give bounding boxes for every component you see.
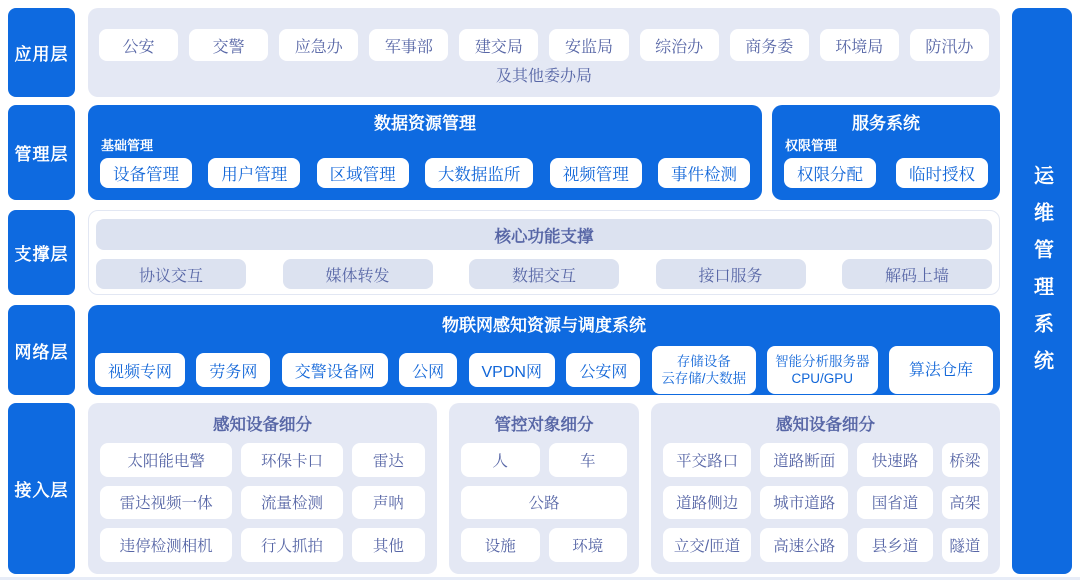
sensor-device-right-grid	[663, 443, 988, 562]
storage-line2: 云存储/大数据	[661, 371, 747, 386]
button-police-network[interactable]: 公安网	[566, 353, 640, 387]
control-object-panel	[449, 403, 639, 574]
button-illegal-parking-camera[interactable]: 违停检测相机	[100, 528, 232, 562]
button-other-devices[interactable]: 其他	[352, 528, 425, 562]
data-resource-buttons-row	[100, 158, 750, 188]
service-system-panel	[772, 105, 1000, 200]
button-radar-video-combo[interactable]: 雷达视频一体	[100, 486, 232, 520]
button-public-network[interactable]: 公网	[399, 353, 457, 387]
button-env-checkpoint[interactable]: 环保卡口	[241, 443, 343, 477]
button-temp-authorization[interactable]: 临时授权	[896, 158, 988, 188]
button-flow-detection[interactable]: 流量检测	[241, 486, 343, 520]
button-pedestrian-capture[interactable]: 行人抓拍	[241, 528, 343, 562]
button-roadside[interactable]: 道路侧边	[663, 486, 751, 520]
button-vehicle[interactable]: 车	[549, 443, 628, 477]
basic-management-subtitle: 基础管理	[101, 138, 154, 153]
button-decode-to-wall[interactable]: 解码上墙	[842, 259, 992, 289]
network-buttons-row	[95, 345, 993, 395]
iot-dispatch-title: 物联网感知资源与调度系统	[442, 316, 646, 335]
storage-line1: 存储设备	[676, 354, 731, 369]
button-sonar[interactable]: 声呐	[352, 486, 425, 520]
layer-label-support: 支撑层	[8, 210, 75, 295]
layer-label-network: 网络层	[8, 305, 75, 395]
button-interface-service[interactable]: 接口服务	[656, 259, 806, 289]
sensor-device-panel-left	[88, 403, 437, 574]
access-layer-row	[8, 403, 1000, 574]
app-button-huanjingju[interactable]: 环境局	[820, 29, 899, 61]
button-bigdata-station[interactable]: 大数据监所	[425, 158, 534, 188]
button-elevated-road[interactable]: 高架	[942, 486, 988, 520]
button-county-township-road[interactable]: 县乡道	[857, 528, 933, 562]
button-bridge[interactable]: 桥梁	[942, 443, 988, 477]
layer-label-access: 接入层	[8, 403, 75, 574]
control-object-title: 管控对象细分	[494, 416, 594, 434]
ops-management-sidebar[interactable]	[1012, 8, 1072, 574]
button-national-provincial-road[interactable]: 国省道	[857, 486, 933, 520]
button-urban-road[interactable]: 城市道路	[760, 486, 848, 520]
app-button-shangwuwei[interactable]: 商务委	[730, 29, 809, 61]
button-storage-cloud-bigdata[interactable]	[652, 346, 756, 394]
button-region-management[interactable]: 区域管理	[317, 158, 409, 188]
control-object-grid	[461, 443, 627, 562]
button-interchange-ramp[interactable]: 立交/匝道	[663, 528, 751, 562]
ai-server-line2: CPU/GPU	[791, 371, 854, 386]
button-expressway[interactable]: 快速路	[857, 443, 933, 477]
button-road-section[interactable]: 道路断面	[760, 443, 848, 477]
app-footer-text: 及其他委办局	[495, 68, 592, 85]
button-permission-assign[interactable]: 权限分配	[784, 158, 876, 188]
button-radar[interactable]: 雷达	[352, 443, 425, 477]
support-layer-row	[8, 210, 1000, 295]
button-video-private-network[interactable]: 视频专网	[95, 353, 185, 387]
app-button-anjianju[interactable]: 安监局	[549, 29, 628, 61]
layer-label-management: 管理层	[8, 105, 75, 200]
ai-server-line1: 智能分析服务器	[775, 354, 870, 369]
button-video-management[interactable]: 视频管理	[550, 158, 642, 188]
algorithm-warehouse-label: 算法仓库	[908, 361, 973, 379]
button-highway[interactable]: 公路	[461, 486, 627, 520]
support-buttons-row	[96, 259, 992, 289]
network-layer-row	[8, 305, 1000, 395]
app-button-gongan[interactable]: 公安	[99, 29, 178, 61]
app-button-zongzhiban[interactable]: 综治办	[640, 29, 719, 61]
sensor-device-right-title: 感知设备细分	[776, 416, 875, 434]
ops-management-title: 运维管理系统	[1030, 165, 1053, 387]
layer-label-application: 应用层	[8, 8, 75, 97]
button-tunnel[interactable]: 隧道	[942, 528, 988, 562]
data-resource-title: 数据资源管理	[374, 114, 476, 133]
app-button-jianjiaoju[interactable]: 建交局	[459, 29, 538, 61]
button-user-management[interactable]: 用户管理	[208, 158, 300, 188]
app-button-jiaojing[interactable]: 交警	[189, 29, 268, 61]
management-layer-row	[8, 105, 1000, 200]
button-media-forwarding[interactable]: 媒体转发	[283, 259, 433, 289]
service-system-title: 服务系统	[852, 114, 920, 133]
architecture-diagram	[8, 8, 1000, 574]
app-button-yingjiban[interactable]: 应急办	[279, 29, 358, 61]
button-person[interactable]: 人	[461, 443, 540, 477]
button-highway-express[interactable]: 高速公路	[760, 528, 848, 562]
application-buttons-row	[99, 29, 989, 61]
core-function-title: 核心功能支撑	[96, 219, 992, 250]
button-device-management[interactable]: 设备管理	[100, 158, 192, 188]
button-algorithm-warehouse[interactable]	[889, 346, 993, 394]
application-layer-panel	[88, 8, 1000, 97]
application-layer-row	[8, 8, 1000, 97]
core-function-panel	[88, 210, 1000, 295]
sensor-device-left-title: 感知设备细分	[213, 416, 312, 434]
iot-dispatch-panel	[88, 305, 1000, 395]
sensor-device-left-grid	[100, 443, 425, 562]
button-ai-analysis-server[interactable]	[767, 346, 878, 394]
data-resource-panel	[88, 105, 762, 200]
button-labor-network[interactable]: 劳务网	[196, 353, 270, 387]
button-protocol-interaction[interactable]: 协议交互	[96, 259, 246, 289]
button-event-detection[interactable]: 事件检测	[658, 158, 750, 188]
app-button-junshibu[interactable]: 军事部	[369, 29, 448, 61]
button-environment[interactable]: 环境	[549, 528, 628, 562]
sensor-device-panel-right	[651, 403, 1000, 574]
button-level-crossing[interactable]: 平交路口	[663, 443, 751, 477]
service-buttons-row	[784, 158, 988, 188]
button-data-interaction[interactable]: 数据交互	[469, 259, 619, 289]
button-facility[interactable]: 设施	[461, 528, 540, 562]
bottom-divider	[0, 577, 1080, 580]
permission-management-subtitle: 权限管理	[785, 138, 838, 153]
button-vpdn-network[interactable]: VPDN网	[469, 353, 555, 387]
app-button-fangxunban[interactable]: 防汛办	[910, 29, 989, 61]
button-solar-checkpoint[interactable]: 太阳能电警	[100, 443, 232, 477]
button-traffic-device-network[interactable]: 交警设备网	[282, 353, 388, 387]
